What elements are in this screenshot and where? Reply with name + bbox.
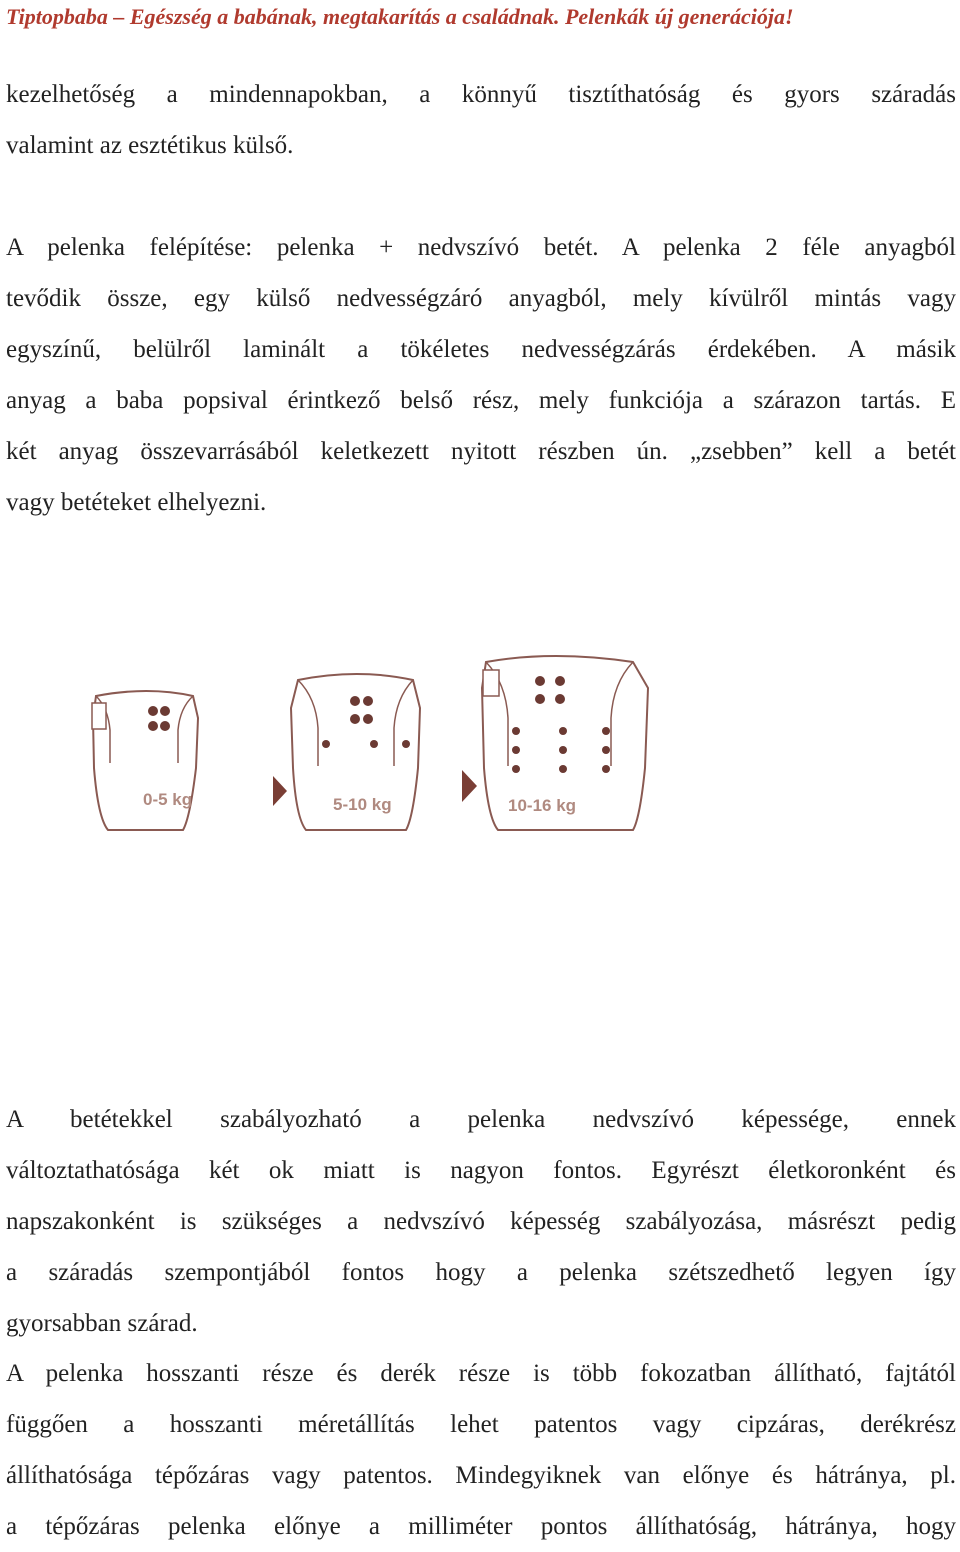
text-line: napszakonként is szükséges a nedvszívó képesség szabályozása, másrészt pedig [6,1208,956,1235]
text-line: A betétekkel szabályozható a pelenka nedvszívó képessége, ennek [6,1106,956,1133]
paragraph-4 [6,1348,956,1552]
text-line: tevődik össze, egy külső nedvességzáró anyagból, mely kívülről mintás vagy [6,285,956,312]
text-line: A pelenka felépítése: pelenka + nedvszívó betét. A pelenka 2 féle anyagból [6,234,956,261]
text-line: változtathatósága két ok miatt is nagyon fontos. Egyrészt életkoronként és [6,1157,956,1184]
text-line: valamint az esztétikus külső. [6,132,294,159]
diaper-small-illustration [92,691,198,830]
text-line: gyorsabban szárad. [6,1310,198,1337]
size-label: 5-10 kg [333,795,392,814]
text-line: a tépőzáras pelenka előnye a milliméter pontos állíthatóság, hátránya, hogy [6,1513,956,1540]
text-line: egyszínű, belülről laminált a tökéletes nedvességzárás érdekében. A másik [6,336,956,363]
paragraph-2 [6,222,956,528]
page-header: Tiptopbaba – Egészség a babának, megtakarítás a családnak. Pelenkák új generációja! [6,4,794,29]
text-line: kezelhetőség a mindennapokban, a könnyű tisztíthatóság és gyors száradás [6,81,956,108]
text-line: anyag a baba popsival érintkező belső rész, mely funkciója a szárazon tartás. E [6,387,956,414]
arrow-icon [273,776,287,806]
text-line: a száradás szempontjából fontos hogy a pelenka szétszedhető legyen így [6,1259,956,1286]
arrow-icon [462,770,477,802]
size-label: 0-5 kg [143,790,193,809]
text-line: vagy betéteket elhelyezni. [6,489,267,516]
text-line: állíthatósága tépőzáras vagy patentos. Mindegyiknek van előnye és hátránya, pl. [6,1462,956,1489]
text-line: két anyag összevarrásából keletkezett nyitott részben ún. „zsebben” kell a betét [6,438,956,465]
size-label: 10-16 kg [508,796,577,815]
diaper-medium-illustration [291,674,420,830]
paragraph-3 [6,1094,956,1349]
text-line: A pelenka hosszanti része és derék része is több fokozatban állítható, fajtától [6,1360,956,1387]
diaper-large-illustration [482,656,648,830]
paragraph-1 [6,69,956,171]
diaper-size-figure [88,648,668,838]
text-line: függően a hosszanti méretállítás lehet patentos vagy cipzáras, derékrész [6,1411,956,1438]
